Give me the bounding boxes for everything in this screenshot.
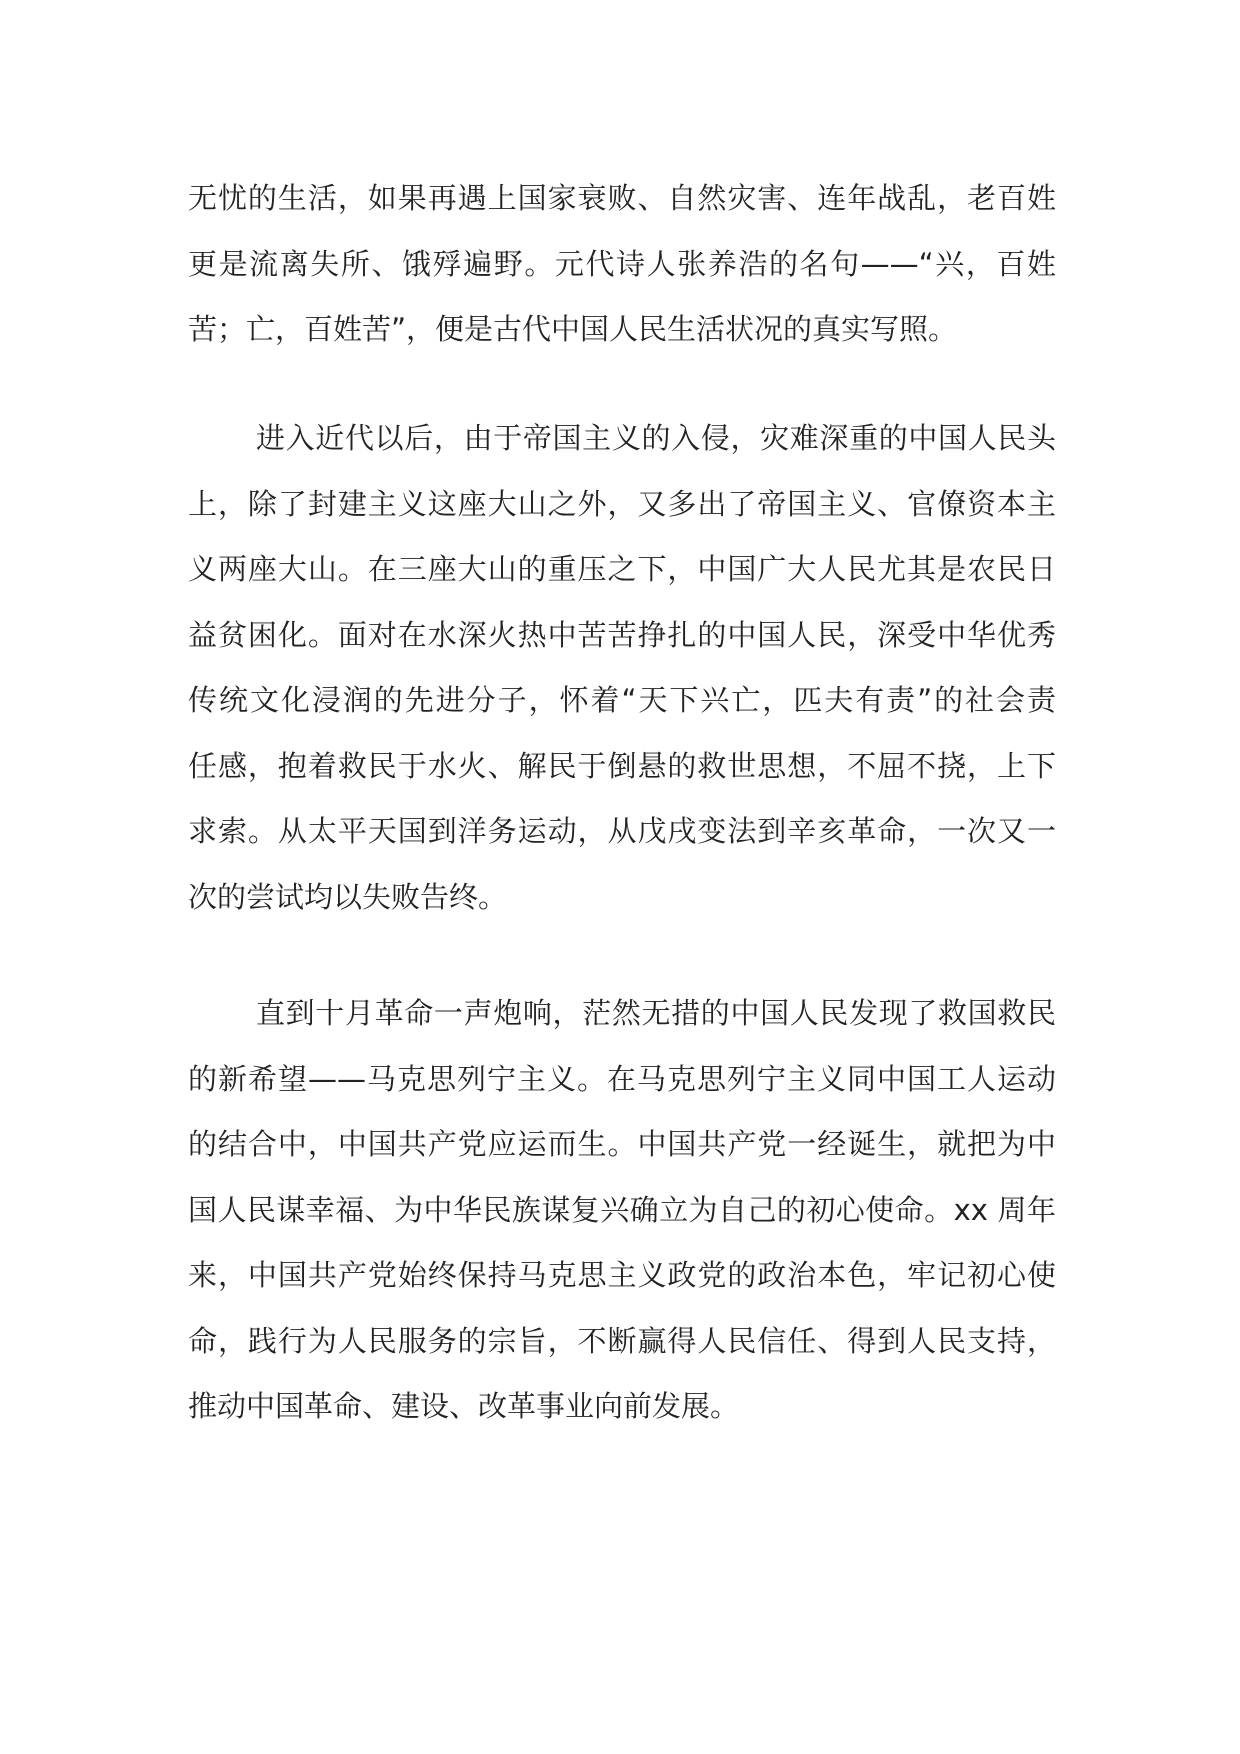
text-line: 求索。从太平天国到洋务运动，从戊戌变法到辛亥革命，一次又一 [188,814,1056,848]
text-line: 苦；亡，百姓苦”，便是古代中国人民生活状况的真实写照。 [188,312,958,346]
text-line: 的结合中，中国共产党应运而生。中国共产党一经诞生，就把为中 [188,1127,1056,1161]
text-line: 命，践行为人民服务的宗旨，不断赢得人民信任、得到人民支持， [188,1323,1056,1358]
text-line: 推动中国革命、建设、改革事业向前发展。 [188,1389,740,1423]
text-line: 次的尝试均以失败告终。 [188,879,508,914]
text-line: 传统文化浸润的先进分子，怀着“天下兴亡，匹夫有责”的社会责 [188,683,1056,717]
paragraph-3 [188,981,1056,1440]
text-line: 进入近代以后，由于帝国主义的入侵，灾难深重的中国人民头 [256,421,1056,455]
text-line: 更是流离失所、饿殍遍野。元代诗人张养浩的名句——“兴，百姓 [188,246,1056,281]
text-line: 的新希望——马克思列宁主义。在马克思列宁主义同中国工人运动 [188,1061,1056,1096]
text-line: 任感，抱着救民于水火、解民于倒悬的救世思想，不屈不挠，上下 [188,748,1056,783]
text-line: 无忧的生活，如果再遇上国家衰败、自然灾害、连年战乱，老百姓 [188,181,1056,215]
text-line: 来，中国共产党始终保持马克思主义政党的政治本色，牢记初心使 [188,1258,1056,1292]
text-line: 义两座大山。在三座大山的重压之下，中国广大人民尤其是农民日 [188,552,1056,586]
text-line: 国人民谋幸福、为中华民族谋复兴确立为自己的初心使命。xx 周年 [188,1192,1056,1227]
paragraph-2 [188,406,1056,930]
text-line: 直到十月革命一声炮响，茫然无措的中国人民发现了救国救民 [256,996,1056,1030]
text-line: 益贫困化。面对在水深火热中苦苦挣扎的中国人民，深受中华优秀 [188,617,1056,652]
paragraph-1 [188,166,1056,363]
text-line: 上，除了封建主义这座大山之外，又多出了帝国主义、官僚资本主 [188,486,1056,521]
